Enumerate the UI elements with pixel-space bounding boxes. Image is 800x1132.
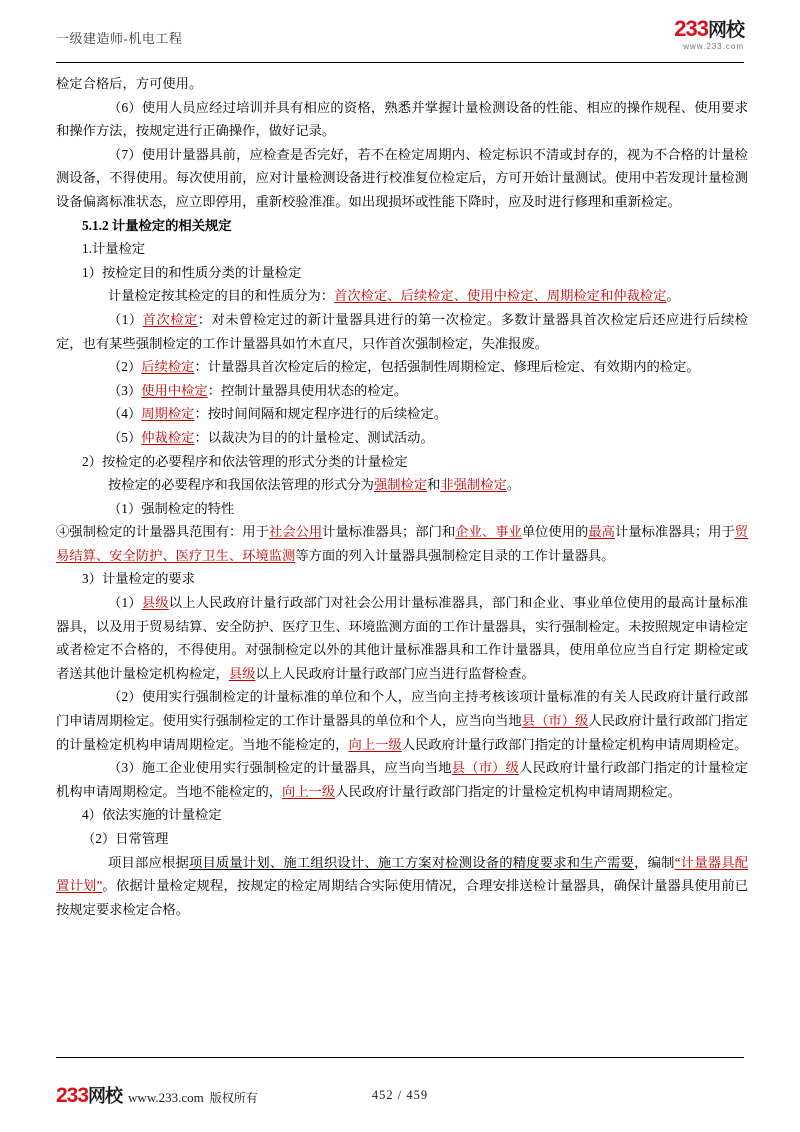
page-total: 459: [406, 1087, 429, 1102]
highlight-first-inspection: 首次检定: [142, 311, 198, 327]
page-header: [0, 0, 800, 60]
page-current: 452: [371, 1087, 394, 1102]
paragraph-requirement-1: [56, 591, 748, 685]
text-scope-mid-3: 计量标准器具；用于: [614, 524, 735, 540]
highlight-enterprise: 企业、事业: [455, 524, 522, 540]
text-daily-tail: 。依据计量检定规程，按规定的检定周期结合实际使用情况，合理安排送检计量器具，确保计量器具使用前已按规定要求检定合格。: [56, 878, 748, 917]
text-subsequent-inspection: ：计量器具首次检定后的检定，包括强制性周期检定、修理后检定、有效期内的检定。: [194, 359, 700, 375]
list-item-1-4-2: （2）日常管理: [82, 831, 169, 846]
paragraph-continuation: 检定合格后，方可使用。: [56, 76, 203, 91]
footer-url: www.233.com: [128, 1090, 204, 1105]
brand-number: 233: [674, 15, 708, 41]
paragraph-mandatory-classification: [56, 473, 748, 497]
highlight-equipment-plan: “计量器具配置计划”: [56, 854, 749, 894]
paragraph-in-use-inspection: （3）使用中检定：控制计量器具使用状态的检定。: [108, 382, 408, 398]
text-periodic-inspection: ：按时间间隔和规定程序进行的后续检定。: [194, 406, 448, 422]
paragraph-first-inspection: （1）首次检定：对未曾检定过的新计量器具进行的第一次检定。多数计量器具首次检定后还应进行后续检定，也有某些强制检定的工作计量器具如竹木直尺，只作首次强制检定，失准报废。: [56, 311, 749, 351]
list-item-1-3: 3）计量检定的要求: [82, 571, 196, 587]
text-mandatory-head: 按检定的必要程序和我国依法管理的形式分为: [108, 477, 374, 493]
text-daily-mid: ，编制: [634, 854, 675, 870]
header-title: 一级建造师-机电工程: [56, 30, 183, 46]
page-number: [0, 1088, 800, 1103]
highlight-upper-level-1: 向上一级: [348, 736, 402, 752]
highlight-upper-level-2: 向上一级: [282, 783, 336, 799]
text-req3-head: （3）施工企业使用实行强制检定的计量器具，应当向当地: [108, 760, 452, 776]
underline-quality-plan: 项目质量计划、施工组织设计、施工方案对检测设备的精度要求和生产需要: [188, 854, 635, 870]
text-period: 。: [666, 288, 680, 304]
page-footer: [0, 1058, 800, 1132]
text-arbitration-inspection: ：以裁决为目的的计量检定、测试活动。: [194, 429, 434, 445]
paragraph-mandatory-feature: （1）强制检定的特性: [108, 500, 235, 516]
text-in-use-inspection: ：控制计量器具使用状态的检定。: [207, 382, 408, 398]
paragraph-periodic-inspection: （4）周期检定：按时间间隔和规定程序进行的后续检定。: [108, 406, 448, 422]
highlight-county-city-level-2: 县（市）级: [451, 760, 520, 776]
document-body: [56, 72, 748, 921]
text-and: 和: [427, 477, 441, 493]
text-scope-tail: 等方面的列入计量器具强制检定目录的工作计量器具。: [295, 547, 615, 563]
brand-cn: 网校: [707, 19, 744, 41]
highlight-non-mandatory: 非强制检定: [440, 477, 507, 493]
text-req2-tail: 人民政府计量行政部门指定的计量检定机构申请周期检定。: [401, 736, 748, 752]
text-daily-head: 项目部应根据: [108, 854, 189, 870]
text-intro: 计量检定按其检定的目的和性质分为：: [108, 288, 335, 304]
text-req3-body: 人民政府计量行政部门指定的计量检定机构申请周期检定。当地不能检定的，: [56, 760, 749, 799]
text-req1-head: （1）: [108, 595, 142, 611]
brand-subtext: www.233.com: [683, 41, 744, 51]
text-req3-tail: 人民政府计量行政部门指定的计量检定机构申请周期检定。: [335, 783, 681, 799]
list-item-1-2: 2）按检定的必要程序和依法管理的形式分类的计量检定: [82, 453, 408, 469]
highlight-periodic-inspection: 周期检定: [141, 406, 195, 422]
brand-logo: [674, 10, 744, 51]
paragraph-requirement-3: [56, 756, 748, 803]
text-req1-body: 以上人民政府计量行政部门对社会公用计量标准器具，部门和企业、事业单位使用的最高计量标准器具，以及用于贸易结算、安全防护、医疗卫生、环境监测方面的工作计量器具，实行强制检定。未按照规定申请检定或者检定不合格的，不得使用。对强制检定以外的其他计量标准器具和工作计量器具，使用单位应当自行定 期检定或者送其他计量检定机构检定，: [56, 595, 748, 681]
footer-logo-number: 233: [56, 1084, 89, 1107]
highlight-public-use: 社会公用: [268, 524, 323, 540]
header-divider: [56, 62, 744, 63]
paragraph-item-6: （6）使用人员应经过培训并具有相应的资格，熟悉并掌握计量检测设备的性能、相应的操作规程、使用要求和操作方法，按规定进行正确操作，做好记录。: [56, 99, 748, 139]
text-scope-mid-1: 计量标准器具；部门和: [322, 524, 456, 540]
text-scope-mid-2: 单位使用的: [521, 524, 589, 540]
section-heading-5-1-2: 5.1.2 计量检定的相关规定: [82, 217, 232, 233]
highlight-highest: 最高: [588, 524, 615, 540]
highlight-subsequent-inspection: 后续检定: [141, 359, 195, 375]
footer-logo-cn: 网校: [88, 1086, 123, 1106]
highlight-county-level-2: 县级: [228, 665, 256, 681]
text-scope-head: ④强制检定的计量器具范围有：用于: [56, 524, 269, 540]
highlight-four-fields: 贸易结算、安全防护、医疗卫生、环境监测: [56, 524, 749, 563]
text-period-2: 。: [506, 477, 521, 493]
list-item-1-1: 1）按检定目的和性质分类的计量检定: [82, 264, 302, 280]
highlight-arbitration-inspection: 仲裁检定: [141, 429, 195, 445]
highlight-in-use-inspection: 使用中检定: [141, 382, 208, 398]
brand-mark: [674, 15, 744, 41]
paragraph-subsequent-inspection: （2）后续检定：计量器具首次检定后的检定，包括强制性周期检定、修理后检定、有效期内的检定。: [108, 359, 700, 375]
paragraph-item-7: （7）使用计量器具前，应检查是否完好，若不在检定周期内、检定标识不清或封存的，视为不合格的计量检测设备，不得使用。每次使用前，应对计量检测设备进行校准复位检定后，方可开始计量测试。使用中若发现计量检测设备偏离标准状态，应立即停用，重新校验准准。如出现损坏或性能下降时，应及时进行修理和重新检定。: [56, 146, 748, 209]
paragraph-requirement-2: [56, 685, 748, 756]
text-req2-head: （2）使用实行强制检定的计量标准的单位和个人，应当向主持考核该项计量标准的有关人民政府计量行政部门申请周期检定。使用实行强制检定的工作计量器具的单位和个人，应当向当地: [56, 689, 748, 729]
page-separator: /: [397, 1087, 403, 1102]
text-first-inspection: ：对未曾检定过的新计量器具进行的第一次检定。多数计量器具首次检定后还应进行后续检定，也有某些强制检定的工作计量器具如竹木直尺，只作首次强制检定，失准报废。: [56, 311, 749, 351]
list-item-1: 1.计量检定: [82, 241, 146, 257]
text-req1-tail: 以上人民政府计量行政部门应当进行监督检查。: [255, 665, 535, 681]
paragraph-daily-management: [56, 851, 748, 922]
highlight-classification-types: 首次检定、后续检定、使用中检定、周期检定和仲裁检定: [334, 288, 667, 304]
highlight-county-level-1: 县级: [141, 595, 169, 611]
footer-rights: 版权所有: [209, 1091, 258, 1105]
highlight-county-city-level-1: 县（市）级: [521, 713, 589, 729]
paragraph-mandatory-scope: [56, 520, 748, 567]
highlight-mandatory: 强制检定: [373, 477, 428, 493]
paragraph-classification-intro: [56, 284, 748, 308]
list-item-1-4: 4）依法实施的计量检定: [82, 807, 222, 823]
paragraph-arbitration-inspection: （5）仲裁检定：以裁决为目的的计量检定、测试活动。: [108, 429, 434, 445]
text-req2-body: 人民政府计量行政部门指定的计量检定机构申请周期检定。当地不能检定的，: [56, 713, 749, 752]
